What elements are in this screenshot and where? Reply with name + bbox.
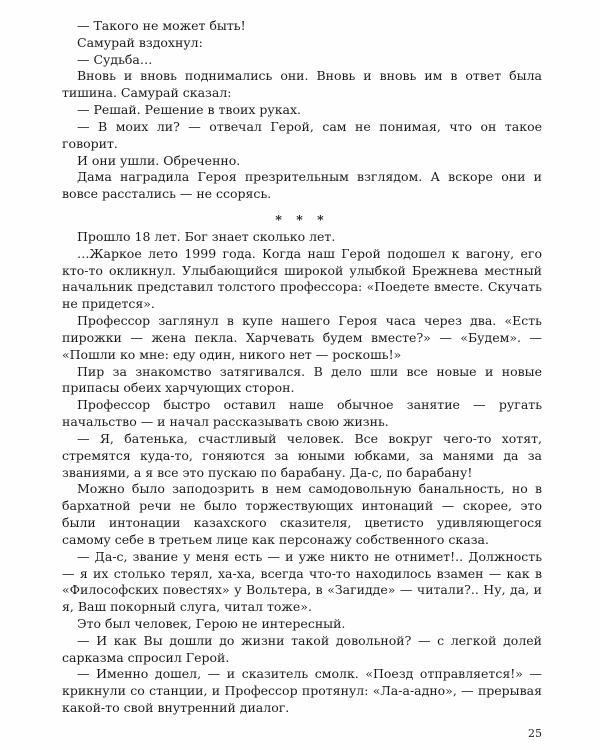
section-divider: * * * — [275, 212, 329, 228]
paragraph: — Я, батенька, счастливый человек. Все вокруг чего-то хотят, стремятся куда-то, гоняются за юными юбками, за манями да за званиями, а я все это пускаю по барабану. Да-с, по барабану! — [62, 430, 542, 480]
paragraph: — Судьба… — [77, 51, 153, 67]
paragraph: — Такого не может быть! — [77, 18, 246, 33]
page-text — [62, 18, 542, 717]
paragraph: Пир за знакомство затягивался. В дело шли все новые и новые припасы обеих харчующих сторон. — [62, 363, 542, 396]
paragraph: И они ушли. Обреченно. — [77, 152, 241, 168]
paragraph: Профессор быстро оставил наше обычное занятие — ругать начальство — и начал рассказывать свою жизнь. — [62, 397, 542, 430]
paragraph: Это был человек, Герою не интересный. — [77, 615, 346, 631]
page-number: 25 — [528, 727, 542, 740]
paragraph: Самурай вздохнул: — [77, 34, 203, 50]
paragraph: Профессор заглянул в купе нашего Героя часа через два. «Есть пирожки — жена пекла. Харчевать будем вместе?» — «Будем». — «Пошли ко мне: еду один, никого нет — роскошь!» — [62, 313, 542, 362]
paragraph: — Да-с, звание у меня есть — и уже никто не отнимет!.. Должность — я их столько терял, ха-ха, всегда что-то находилось взамен — как в «Философских повестях» у Вольтера, в «Загидде» — читали?.. Ну, да, и я, Ваш покорный слуга, читал тоже». — [62, 548, 542, 615]
paragraph: Дама наградила Героя презрительным взглядом. А вскоре они и вовсе расстались — не ссорясь. — [62, 169, 542, 202]
paragraph: — В моих ли? — отвечал Герой, сам не понимая, что он такое говорит. — [62, 118, 542, 151]
paragraph: — Решай. Решение в твоих руках. — [77, 102, 301, 118]
paragraph: …Жаркое лето 1999 года. Когда наш Герой подошел к вагону, его кто-то окликнул. Улыбающийся широкой улыбкой Брежнева местный начальник представил толстого профессора: «Поедете вместе. Скучать не придется». — [62, 245, 542, 312]
paragraph: Можно было заподозрить в нем самодовольную банальность, но в бархатной речи не было торжествующих интонаций — скорее, это были интонации казахского сказителя, цветисто удивляющегося самому себе в третьем лице как персонажу собственного сказа. — [62, 481, 542, 547]
paragraph: Вновь и вновь поднимались они. Вновь и вновь им в ответ была тишина. Самурай сказал: — [62, 68, 542, 101]
paragraph: — И как Вы дошли до жизни такой довольной? — с легкой долей сарказма спросил Герой. — [62, 632, 542, 665]
paragraph: Прошло 18 лет. Бог знает сколько лет. — [77, 228, 336, 244]
paragraph: — Именно дошел, — и сказитель смолк. «Поезд отправляется!» — крикнули со станции, и Профессор протянул: «Ла-а-адно», — прерывая какой-то свой внутренний диалог. — [62, 666, 542, 716]
